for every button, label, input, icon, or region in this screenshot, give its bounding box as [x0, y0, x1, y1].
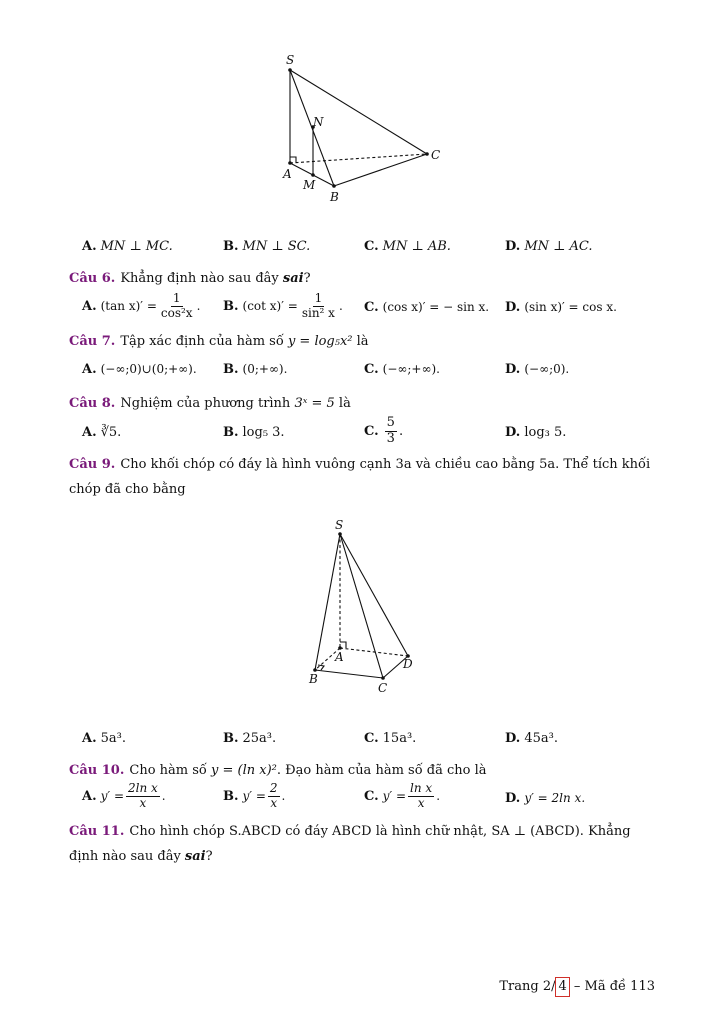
option-tail: .	[196, 298, 201, 313]
label-s: S	[286, 53, 295, 67]
option-label: D.	[505, 731, 521, 746]
question-9-line2: chóp đã cho bằng	[69, 482, 186, 497]
question-text: Nghiệm của phương trình	[120, 396, 295, 411]
q9-option-c	[364, 731, 416, 746]
q8-option-a	[82, 425, 121, 440]
question-text-end: ?	[205, 849, 213, 864]
option-tail: .	[436, 788, 441, 803]
label-b: B	[330, 190, 339, 204]
option-label: D.	[505, 239, 521, 254]
figure-pyramid-sabc	[270, 50, 450, 210]
q7-option-d	[505, 362, 569, 377]
option-text: MN ⊥ MC.	[100, 239, 173, 254]
option-text: log₅ 3.	[242, 425, 285, 440]
option-lhs: y′ =	[100, 788, 124, 803]
q10-option-b	[223, 782, 285, 811]
question-10	[69, 763, 487, 778]
question-text-end: là	[334, 396, 351, 411]
question-text: Cho hàm số	[129, 763, 211, 778]
question-text-end: . Đạo hàm của hàm số đã cho là	[276, 763, 487, 778]
fraction	[300, 292, 337, 321]
option-label: D.	[505, 425, 521, 440]
fraction	[408, 782, 434, 811]
option-text: 15a³.	[382, 731, 417, 746]
option-label: D.	[505, 300, 521, 315]
label-a: A	[283, 167, 292, 181]
label-c: C	[378, 681, 388, 695]
question-number: Câu 6.	[69, 271, 116, 286]
question-text: Tập xác định của hàm số	[120, 334, 288, 349]
option-text: log₃ 5.	[524, 425, 567, 440]
label-m: M	[303, 178, 316, 192]
denominator: sin² x	[301, 305, 335, 320]
option-text: MN ⊥ AC.	[524, 239, 593, 254]
option-text: MN ⊥ AB.	[382, 239, 451, 254]
numerator: 2	[269, 781, 278, 795]
emphasis-sai: sai	[184, 849, 206, 864]
question-number: Câu 7.	[69, 334, 116, 349]
option-text: ∛5.	[100, 425, 122, 440]
fraction	[159, 292, 195, 321]
option-text: (sin x)′ = cos x.	[524, 300, 617, 314]
question-9	[69, 457, 650, 472]
fraction	[385, 416, 397, 447]
q9-option-a	[82, 731, 126, 746]
question-6	[69, 271, 311, 286]
option-tail: .	[281, 788, 286, 803]
option-text: (−∞;0).	[524, 362, 570, 376]
option-lhs: y′ =	[382, 788, 407, 803]
question-number: Câu 8.	[69, 396, 116, 411]
option-label: B.	[223, 362, 239, 377]
numerator: 1	[314, 291, 323, 305]
q8-option-b	[223, 425, 285, 440]
label-d: D	[403, 657, 413, 671]
edge-sc	[340, 534, 383, 678]
denominator: x	[139, 795, 147, 810]
edge-sd	[340, 534, 408, 656]
option-label: B.	[223, 298, 239, 314]
question-text-line1: Cho khối chóp có đáy là hình vuông cạnh 3a và chiều cao bằng 5a. Thể tích khối	[120, 457, 651, 472]
label-s: S	[335, 518, 344, 532]
question-math: 3ˣ = 5	[294, 396, 335, 411]
footer-exam-code: – Mã đề 113	[569, 979, 655, 994]
fraction	[268, 782, 280, 811]
option-text: 5a³.	[100, 731, 126, 746]
option-label: C.	[364, 300, 379, 315]
option-tail: .	[161, 788, 166, 803]
option-label: A.	[82, 425, 97, 440]
option-label: B.	[223, 239, 239, 254]
question-7	[69, 334, 369, 349]
option-label: A.	[82, 239, 97, 254]
q6-option-c	[364, 300, 489, 315]
page-total-box: 4	[555, 977, 569, 997]
option-label: B.	[223, 731, 239, 746]
label-b: B	[309, 672, 318, 686]
option-text: (−∞;0)∪(0;+∞).	[100, 362, 197, 376]
option-label: C.	[364, 731, 379, 746]
page-footer	[499, 977, 655, 997]
option-label: A.	[82, 362, 97, 377]
option-text: (0;+∞).	[242, 362, 288, 376]
option-text: 45a³.	[524, 731, 558, 746]
question-math: y = log₅x²	[287, 334, 353, 349]
option-label: D.	[505, 791, 521, 806]
q5-option-a	[82, 239, 173, 254]
question-text-line1: Cho hình chóp S.ABCD có đáy ABCD là hình chữ nhật, SA ⊥ (ABCD). Khẳng	[129, 824, 631, 839]
q9-option-d	[505, 731, 558, 746]
question-number: Câu 10.	[69, 763, 125, 778]
option-label: A.	[82, 788, 97, 804]
footer-prefix: Trang 2/	[499, 979, 556, 994]
figure-pyramid-sabcd	[300, 510, 430, 700]
question-11-line2	[69, 849, 213, 864]
option-text: (cos x)′ = − sin x.	[382, 300, 490, 314]
numerator: ln x	[410, 781, 433, 795]
q8-option-c	[364, 416, 403, 447]
option-label: A.	[82, 731, 97, 746]
option-label: C.	[364, 788, 379, 804]
option-lhs: (cot x)′ =	[242, 298, 298, 313]
option-label: A.	[82, 298, 97, 314]
question-text: Khẳng định nào sau đây	[120, 271, 283, 286]
q7-option-c	[364, 362, 440, 377]
option-label: C.	[364, 362, 379, 377]
q5-option-c	[364, 239, 451, 254]
option-tail: .	[338, 298, 343, 313]
q6-option-b	[223, 292, 343, 321]
option-lhs: (tan x)′ =	[100, 298, 157, 313]
question-number: Câu 9.	[69, 457, 116, 472]
q6-option-a	[82, 292, 200, 321]
emphasis-sai: sai	[282, 271, 304, 286]
question-text-end: ?	[303, 271, 311, 286]
option-tail: .	[398, 423, 404, 439]
q6-option-d	[505, 300, 617, 315]
option-text: y′ = 2ln x.	[524, 791, 586, 805]
label-a: A	[335, 650, 344, 664]
question-text: định nào sau đây	[69, 849, 185, 864]
question-number: Câu 11.	[69, 824, 125, 839]
label-n: N	[313, 115, 324, 129]
numerator: 2ln x	[128, 781, 158, 795]
question-text-end: là	[352, 334, 369, 349]
option-text: MN ⊥ SC.	[242, 239, 311, 254]
option-text: (−∞;+∞).	[382, 362, 440, 376]
q10-option-a	[82, 782, 166, 811]
option-text: 25a³.	[242, 731, 277, 746]
denominator: x	[270, 795, 278, 810]
q5-option-b	[223, 239, 310, 254]
question-math: y = (ln x)²	[211, 763, 277, 778]
q5-option-d	[505, 239, 593, 254]
edge-bc	[315, 670, 383, 678]
q10-option-d	[505, 791, 585, 806]
numerator: 1	[172, 291, 181, 305]
edge-sc	[290, 70, 427, 154]
option-label: C.	[364, 239, 379, 254]
q8-option-d	[505, 425, 566, 440]
denominator: 3	[386, 430, 395, 446]
q9-option-b	[223, 731, 276, 746]
denominator: cos²x	[160, 305, 193, 320]
label-c: C	[431, 148, 441, 162]
option-label: B.	[223, 425, 239, 440]
fraction	[126, 782, 160, 811]
option-label: D.	[505, 362, 521, 377]
q7-option-b	[223, 362, 287, 377]
option-lhs: y′ =	[242, 788, 266, 803]
q10-option-c	[364, 782, 440, 811]
q7-option-a	[82, 362, 197, 377]
denominator: x	[417, 795, 425, 810]
question-8	[69, 396, 351, 411]
question-11	[69, 824, 631, 839]
edge-bc	[334, 154, 427, 186]
option-label: B.	[223, 788, 239, 804]
option-label: C.	[364, 423, 379, 439]
numerator: 5	[386, 415, 395, 430]
right-angle-mark-b	[318, 665, 324, 670]
